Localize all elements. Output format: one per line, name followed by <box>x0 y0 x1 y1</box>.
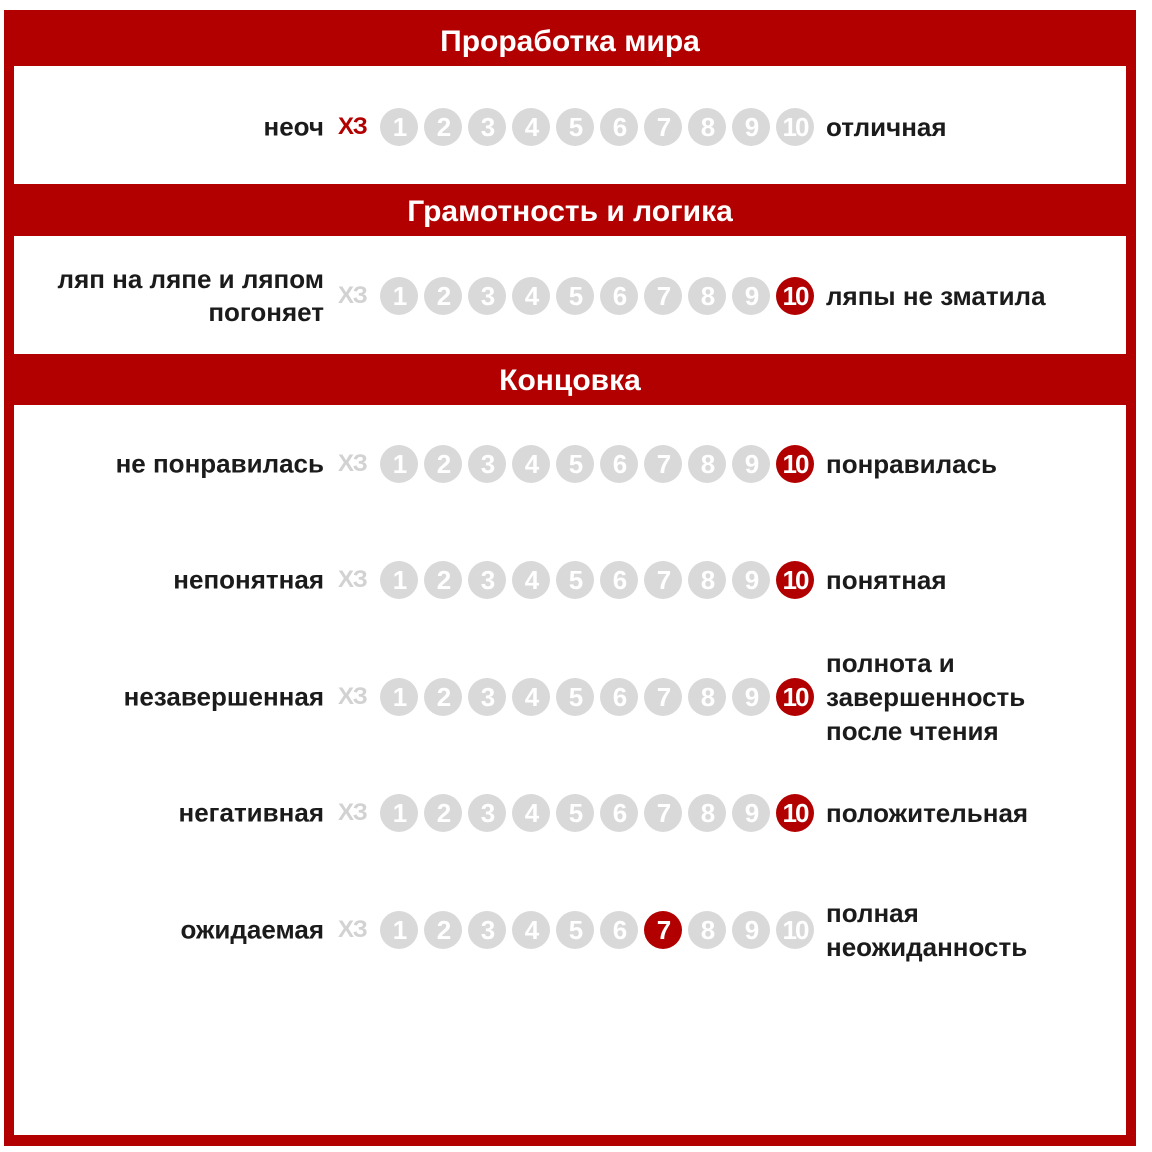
rating-option-7[interactable]: 7 <box>644 277 682 315</box>
rating-option-1[interactable]: 1 <box>380 445 418 483</box>
rating-row <box>0 266 1152 326</box>
rating-left-label-line: непонятная <box>173 564 324 595</box>
rating-left-label <box>124 681 324 714</box>
rating-row <box>0 434 1152 494</box>
rating-right-label-line: неожиданность <box>826 932 1028 962</box>
rating-option-9[interactable]: 9 <box>732 445 770 483</box>
rating-option-10[interactable]: 10 <box>776 911 814 949</box>
rating-left-label <box>180 914 324 947</box>
rating-option-1[interactable]: 1 <box>380 108 418 146</box>
rating-option-9[interactable]: 9 <box>732 794 770 832</box>
rating-option-5[interactable]: 5 <box>556 911 594 949</box>
rating-option-10[interactable]: 10 <box>776 561 814 599</box>
rating-option-7[interactable]: 7 <box>644 108 682 146</box>
rating-option-4[interactable]: 4 <box>512 277 550 315</box>
rating-option-5[interactable]: 5 <box>556 277 594 315</box>
rating-option-10[interactable]: 10 <box>776 277 814 315</box>
rating-option-10[interactable]: 10 <box>776 445 814 483</box>
rating-left-label-line: не понравилась <box>115 448 324 479</box>
rating-unknown-option[interactable]: ХЗ <box>338 450 367 477</box>
rating-option-9[interactable]: 9 <box>732 561 770 599</box>
rating-right-label-line: понравилась <box>826 449 998 479</box>
rating-option-3[interactable]: 3 <box>468 911 506 949</box>
rating-right-label-line: после чтения <box>826 716 999 746</box>
rating-row <box>0 550 1152 610</box>
rating-scale <box>380 108 814 146</box>
rating-option-8[interactable]: 8 <box>688 561 726 599</box>
rating-option-7[interactable]: 7 <box>644 794 682 832</box>
rating-option-5[interactable]: 5 <box>556 794 594 832</box>
rating-option-4[interactable]: 4 <box>512 108 550 146</box>
rating-option-6[interactable]: 6 <box>600 794 638 832</box>
rating-option-4[interactable]: 4 <box>512 794 550 832</box>
rating-option-6[interactable]: 6 <box>600 911 638 949</box>
rating-option-3[interactable]: 3 <box>468 445 506 483</box>
rating-left-label-line: погоняет <box>208 297 324 327</box>
rating-left-label <box>264 111 325 144</box>
rating-right-label-line: понятная <box>826 565 947 595</box>
rating-row <box>0 900 1152 960</box>
rating-option-3[interactable]: 3 <box>468 108 506 146</box>
rating-right-label <box>826 447 997 481</box>
rating-option-6[interactable]: 6 <box>600 108 638 146</box>
rating-option-10[interactable]: 10 <box>776 108 814 146</box>
rating-right-label-line: ляпы не зматила <box>826 281 1046 311</box>
rating-option-7[interactable]: 7 <box>644 561 682 599</box>
section-header-ending: Концовка <box>4 357 1136 405</box>
rating-option-8[interactable]: 8 <box>688 108 726 146</box>
section-header-world: Проработка мира <box>4 18 1136 66</box>
rating-option-1[interactable]: 1 <box>380 911 418 949</box>
rating-option-6[interactable]: 6 <box>600 277 638 315</box>
rating-scale <box>380 911 814 949</box>
rating-option-6[interactable]: 6 <box>600 445 638 483</box>
rating-option-1[interactable]: 1 <box>380 794 418 832</box>
section-header-logic: Грамотность и логика <box>4 188 1136 236</box>
rating-unknown-option[interactable]: ХЗ <box>338 113 367 140</box>
rating-option-2[interactable]: 2 <box>424 108 462 146</box>
rating-unknown-option[interactable]: ХЗ <box>338 683 367 710</box>
rating-row <box>0 648 1152 746</box>
rating-option-2[interactable]: 2 <box>424 794 462 832</box>
rating-scale <box>380 445 814 483</box>
rating-option-8[interactable]: 8 <box>688 678 726 716</box>
rating-option-4[interactable]: 4 <box>512 445 550 483</box>
rating-option-3[interactable]: 3 <box>468 678 506 716</box>
rating-option-5[interactable]: 5 <box>556 108 594 146</box>
rating-left-label-line: неоч <box>263 111 324 142</box>
rating-option-3[interactable]: 3 <box>468 794 506 832</box>
rating-option-2[interactable]: 2 <box>424 911 462 949</box>
rating-unknown-option[interactable]: ХЗ <box>338 282 367 309</box>
rating-unknown-option[interactable]: ХЗ <box>338 916 367 943</box>
rating-right-label <box>826 896 1027 964</box>
rating-option-10[interactable]: 10 <box>776 678 814 716</box>
rating-left-label <box>58 263 324 329</box>
rating-option-8[interactable]: 8 <box>688 277 726 315</box>
rating-left-label-line: негативная <box>178 797 324 828</box>
rating-right-label-line: положительная <box>826 798 1029 828</box>
rating-option-1[interactable]: 1 <box>380 277 418 315</box>
rating-option-2[interactable]: 2 <box>424 678 462 716</box>
rating-option-6[interactable]: 6 <box>600 678 638 716</box>
rating-option-2[interactable]: 2 <box>424 277 462 315</box>
rating-option-3[interactable]: 3 <box>468 561 506 599</box>
rating-left-label-line: ляп на ляпе и ляпом <box>57 264 324 294</box>
rating-left-label-line: ожидаемая <box>180 914 324 945</box>
rating-right-label <box>826 279 1046 313</box>
rating-option-10[interactable]: 10 <box>776 794 814 832</box>
rating-scale <box>380 794 814 832</box>
rating-left-label <box>116 448 324 481</box>
rating-option-5[interactable]: 5 <box>556 561 594 599</box>
rating-right-label-line: отличная <box>826 112 947 142</box>
rating-left-label <box>173 564 324 597</box>
rating-option-4[interactable]: 4 <box>512 561 550 599</box>
rating-option-9[interactable]: 9 <box>732 108 770 146</box>
rating-option-3[interactable]: 3 <box>468 277 506 315</box>
rating-option-7[interactable]: 7 <box>644 911 682 949</box>
rating-option-1[interactable]: 1 <box>380 678 418 716</box>
rating-left-label-line: незавершенная <box>123 681 324 712</box>
rating-unknown-option[interactable]: ХЗ <box>338 566 367 593</box>
rating-row <box>0 97 1152 157</box>
rating-scale <box>380 561 814 599</box>
rating-right-label <box>826 563 947 597</box>
rating-unknown-option[interactable]: ХЗ <box>338 799 367 826</box>
rating-option-7[interactable]: 7 <box>644 678 682 716</box>
rating-right-label-line: полная <box>826 898 919 928</box>
rating-option-8[interactable]: 8 <box>688 911 726 949</box>
rating-option-5[interactable]: 5 <box>556 445 594 483</box>
rating-option-8[interactable]: 8 <box>688 794 726 832</box>
rating-option-7[interactable]: 7 <box>644 445 682 483</box>
rating-right-label-line: полнота и <box>826 648 955 678</box>
rating-right-label-line: завершенность <box>826 682 1026 712</box>
rating-option-9[interactable]: 9 <box>732 911 770 949</box>
rating-row <box>0 783 1152 843</box>
rating-scale <box>380 678 814 716</box>
rating-option-4[interactable]: 4 <box>512 678 550 716</box>
rating-option-1[interactable]: 1 <box>380 561 418 599</box>
rating-option-5[interactable]: 5 <box>556 678 594 716</box>
rating-right-label <box>826 110 947 144</box>
rating-right-label <box>826 796 1028 830</box>
rating-right-label <box>826 646 1025 748</box>
rating-option-2[interactable]: 2 <box>424 561 462 599</box>
rating-option-8[interactable]: 8 <box>688 445 726 483</box>
rating-option-4[interactable]: 4 <box>512 911 550 949</box>
rating-left-label <box>179 797 325 830</box>
rating-option-2[interactable]: 2 <box>424 445 462 483</box>
section-panel-ending <box>14 405 1126 1135</box>
rating-scale <box>380 277 814 315</box>
rating-option-6[interactable]: 6 <box>600 561 638 599</box>
rating-option-9[interactable]: 9 <box>732 678 770 716</box>
rating-option-9[interactable]: 9 <box>732 277 770 315</box>
